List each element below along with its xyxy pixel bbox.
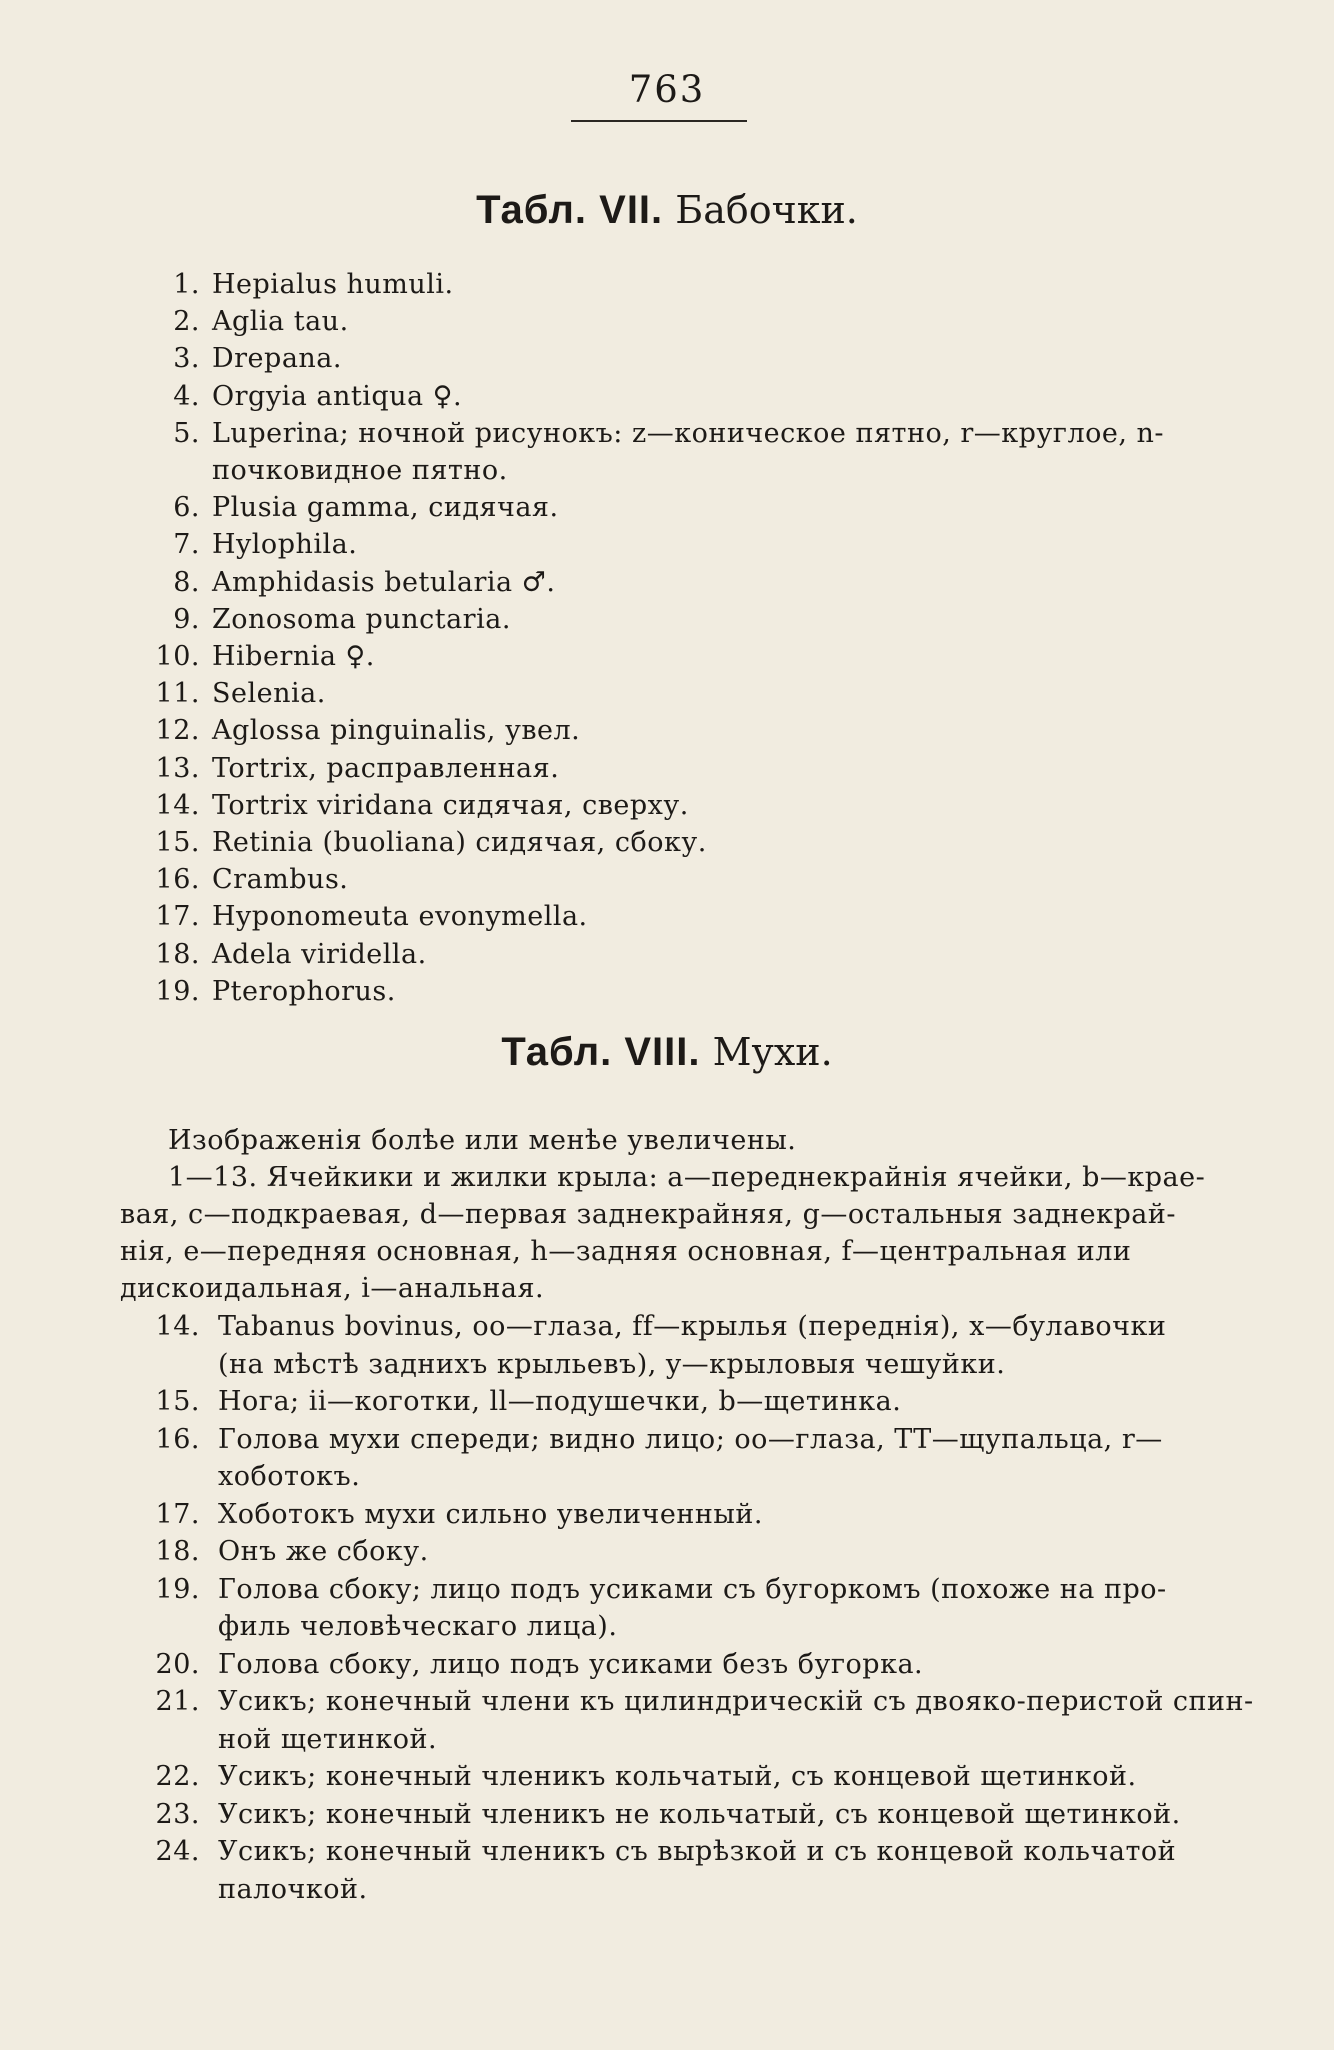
paragraph-line: 1—13. Ячейкики и жилки крыла: a—переднекрайнія ячейки, b—крае- (168, 1162, 1206, 1193)
item-number: 11. (155, 678, 200, 710)
list-item (140, 638, 375, 675)
item-text: (на мѣстѣ заднихъ крыльевъ), y—крыловыя чешуйки. (218, 1348, 1006, 1380)
list-item (140, 266, 454, 303)
item-number: 3. (173, 343, 200, 375)
item-number: 23. (155, 1798, 200, 1830)
list-item (140, 898, 588, 935)
item-text: Amphidasis betularia ♂. (212, 566, 556, 598)
item-number: 9. (173, 603, 200, 635)
item-number: 17. (155, 1498, 200, 1530)
item-text: палочкой. (218, 1873, 368, 1905)
item-number: 7. (173, 529, 200, 561)
item-text: Plusia gamma, сидячая. (212, 492, 559, 524)
list-item (140, 787, 689, 824)
item-text: Adela viridella. (212, 938, 427, 970)
item-text: Онъ же сбоку. (218, 1536, 429, 1567)
item-text: ной щетинкой. (218, 1723, 438, 1755)
list-item (140, 973, 396, 1010)
list-item (140, 1308, 1166, 1345)
item-text: Hepialus humuli. (212, 269, 454, 300)
list-item (140, 1421, 1163, 1458)
item-number: 6. (173, 492, 200, 524)
list-item (140, 1646, 923, 1683)
list-item (140, 601, 511, 638)
list-item (140, 1458, 360, 1495)
item-text: Luperina; ночной рисунокъ: z—коническое пятно, r—круглое, n- (212, 417, 1165, 449)
list-item (140, 675, 326, 712)
item-text: Голова мухи спереди; видно лицо; oo—глаза, TT—щупальца, r— (218, 1423, 1163, 1455)
list-item (140, 1796, 1181, 1833)
list-item (140, 936, 427, 973)
item-text: Голова сбоку, лицо подъ усиками безъ бугорка. (218, 1648, 924, 1680)
page-number-rule (571, 120, 747, 122)
list-item (140, 340, 342, 377)
list-item (140, 1833, 1176, 1870)
table8-intro: Изображенія болѣе или менѣе увеличены. (168, 1125, 797, 1156)
item-number: 14. (155, 789, 200, 821)
list-item (140, 1608, 617, 1645)
list-item (140, 564, 555, 601)
item-text: Tabanus bovinus, oo—глаза, ff—крылья (переднія), x—булавочки (218, 1311, 1167, 1342)
table7-heading-title: Бабочки. (675, 188, 858, 232)
item-text: хоботокъ. (218, 1461, 361, 1492)
list-item (140, 750, 559, 787)
list-item (140, 1346, 1005, 1383)
list-item (140, 1683, 1254, 1720)
item-number: 20. (155, 1648, 200, 1680)
item-text: Hibernia ♀. (212, 641, 375, 672)
item-text: Голова сбоку; лицо подъ усиками съ бугоркомъ (похоже на про- (218, 1573, 1167, 1605)
item-number: 19. (155, 1573, 200, 1605)
list-item (140, 303, 349, 340)
list-item (140, 712, 580, 749)
item-text: Crambus. (212, 864, 349, 896)
paragraph-line: вая, c—подкраевая, d—первая заднекрайняя, g—остальныя заднекрай- (120, 1199, 1177, 1230)
item-text: Усикъ; конечный членикъ съ вырѣзкой и съ концевой кольчатой (218, 1836, 1177, 1867)
list-item (140, 1496, 763, 1533)
table8-heading-title: Мухи. (712, 1030, 833, 1074)
item-number: 21. (155, 1686, 200, 1717)
list-item (140, 1533, 429, 1570)
paragraph-line: дискоидальная, i—анальная. (120, 1273, 545, 1304)
item-text: Усикъ; конечный членикъ не кольчатый, съ концевой щетинкой. (218, 1798, 1181, 1830)
item-number: 2. (173, 306, 200, 338)
list-item (140, 415, 1164, 452)
list-item (140, 1571, 1167, 1608)
item-text: филь человѣческаго лица). (218, 1611, 618, 1642)
item-text: Drepana. (212, 343, 342, 375)
list-item (140, 824, 707, 861)
item-number: 13. (155, 752, 200, 784)
item-number: 4. (173, 380, 200, 412)
table7-heading-label: Табл. VII. (476, 188, 664, 232)
item-text: Aglia tau. (212, 306, 349, 338)
item-text: Усикъ; конечный членикъ кольчатый, съ концевой щетинкой. (218, 1761, 1137, 1792)
item-number: 5. (173, 417, 200, 449)
item-text: Tortrix viridana сидячая, сверху. (212, 789, 689, 821)
item-number: 17. (155, 901, 200, 933)
item-text: Orgyia antiqua ♀. (212, 380, 463, 412)
item-text: Hyponomeuta evonymella. (212, 901, 588, 933)
table7-heading (0, 188, 1334, 233)
item-number: 1. (173, 269, 200, 300)
item-number: 12. (155, 715, 200, 747)
item-number: 19. (155, 975, 200, 1007)
paragraph-line: нія, e—передняя основная, h—задняя основная, f—центральная или (120, 1236, 1132, 1267)
list-item (140, 1758, 1137, 1795)
item-number: 18. (155, 938, 200, 970)
item-number: 16. (155, 1423, 200, 1455)
item-text: Aglossa pinguinalis, увел. (212, 715, 581, 747)
item-text: Hylophila. (212, 529, 358, 561)
item-number: 15. (155, 1386, 200, 1417)
list-item (140, 489, 559, 526)
list-item (140, 526, 357, 563)
table8-heading (0, 1030, 1334, 1075)
item-text: Нога; ii—коготки, ll—подушечки, b—щетинка. (218, 1386, 902, 1417)
item-number: 8. (173, 566, 200, 598)
item-number: 10. (155, 641, 200, 672)
list-item (140, 1721, 437, 1758)
item-number: 24. (155, 1836, 200, 1867)
item-number: 15. (155, 827, 200, 858)
item-text: Zonosoma punctaria. (212, 603, 511, 635)
item-text: Selenia. (212, 678, 326, 710)
item-text: Усикъ; конечный члени къ цилиндрическій съ двояко-перистой спин- (218, 1686, 1254, 1717)
list-item (140, 378, 462, 415)
item-text: Pterophorus. (212, 975, 396, 1007)
item-text: почковидное пятно. (212, 455, 508, 486)
item-number: 16. (155, 864, 200, 896)
list-item (140, 861, 348, 898)
item-number: 18. (155, 1536, 200, 1567)
item-text: Tortrix, расправленная. (212, 752, 560, 784)
item-text: Хоботокъ мухи сильно увеличенный. (218, 1498, 763, 1530)
table8-heading-label: Табл. VIII. (501, 1030, 701, 1074)
page-number: 763 (628, 68, 706, 111)
list-item (140, 1871, 368, 1908)
list-item (140, 452, 508, 489)
item-number: 22. (155, 1761, 200, 1792)
item-text: Retinia (buoliana) сидячая, сбоку. (212, 827, 707, 858)
item-number: 14. (155, 1311, 200, 1342)
list-item (140, 1383, 901, 1420)
